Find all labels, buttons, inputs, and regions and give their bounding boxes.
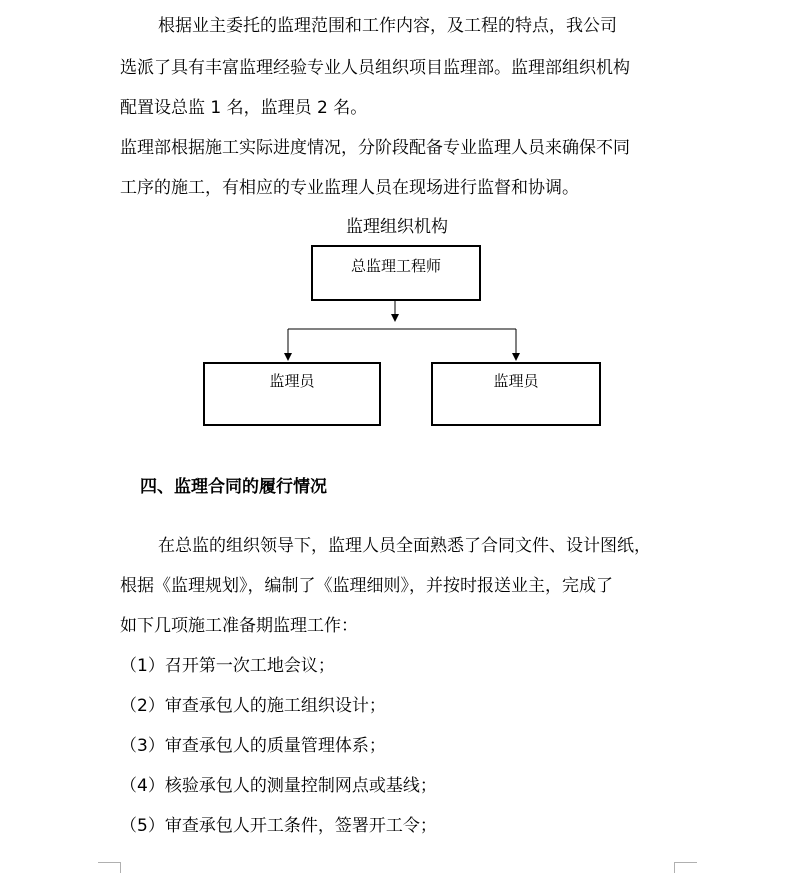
org-chart-title: 监理组织机构	[346, 217, 448, 237]
org-box-supervisor-right	[431, 362, 601, 426]
arrow-right-icon	[512, 353, 520, 361]
list-item: （5）审查承包人开工条件，签署开工令；	[120, 816, 437, 836]
section4-title: 四、监理合同的履行情况	[140, 477, 327, 497]
list-item: （3）审查承包人的质量管理体系；	[120, 736, 386, 756]
arrow-top-icon	[391, 314, 399, 322]
list-item: （2）审查承包人的施工组织设计；	[120, 696, 386, 716]
org-box-supervisor-left-label: 监理员	[269, 372, 315, 390]
section4-intro-line-3: 如下几项施工准备期监理工作：	[120, 616, 358, 636]
org-box-chief-supervisor-label: 总监理工程师	[350, 257, 441, 275]
arrow-left-icon	[284, 353, 292, 361]
list-item: （4）核验承包人的测量控制网点或基线；	[120, 776, 437, 796]
page-corner-mark-left	[98, 862, 121, 873]
paragraph2-line-1: 监理部根据施工实际进度情况，分阶段配备专业监理人员来确保不同	[120, 138, 630, 158]
org-box-supervisor-left	[203, 362, 381, 426]
section4-intro-line-1: 在总监的组织领导下，监理人员全面熟悉了合同文件、设计图纸，	[158, 536, 651, 556]
paragraph1-line-1: 根据业主委托的监理范围和工作内容，及工程的特点，我公司	[158, 16, 617, 36]
org-box-chief-supervisor	[311, 245, 481, 301]
paragraph1-line-3: 配置设总监 1 名，监理员 2 名。	[120, 98, 368, 118]
paragraph1-line-2: 选派了具有丰富监理经验专业人员组织项目监理部。监理部组织机构	[120, 58, 630, 78]
list-item: （1）召开第一次工地会议；	[120, 656, 335, 676]
page-corner-mark-right	[674, 862, 697, 873]
section4-intro-line-2: 根据《监理规划》，编制了《监理细则》，并按时报送业主，完成了	[120, 576, 613, 596]
paragraph2-line-2: 工序的施工，有相应的专业监理人员在现场进行监督和协调。	[120, 178, 579, 198]
org-box-supervisor-right-label: 监理员	[493, 372, 539, 390]
